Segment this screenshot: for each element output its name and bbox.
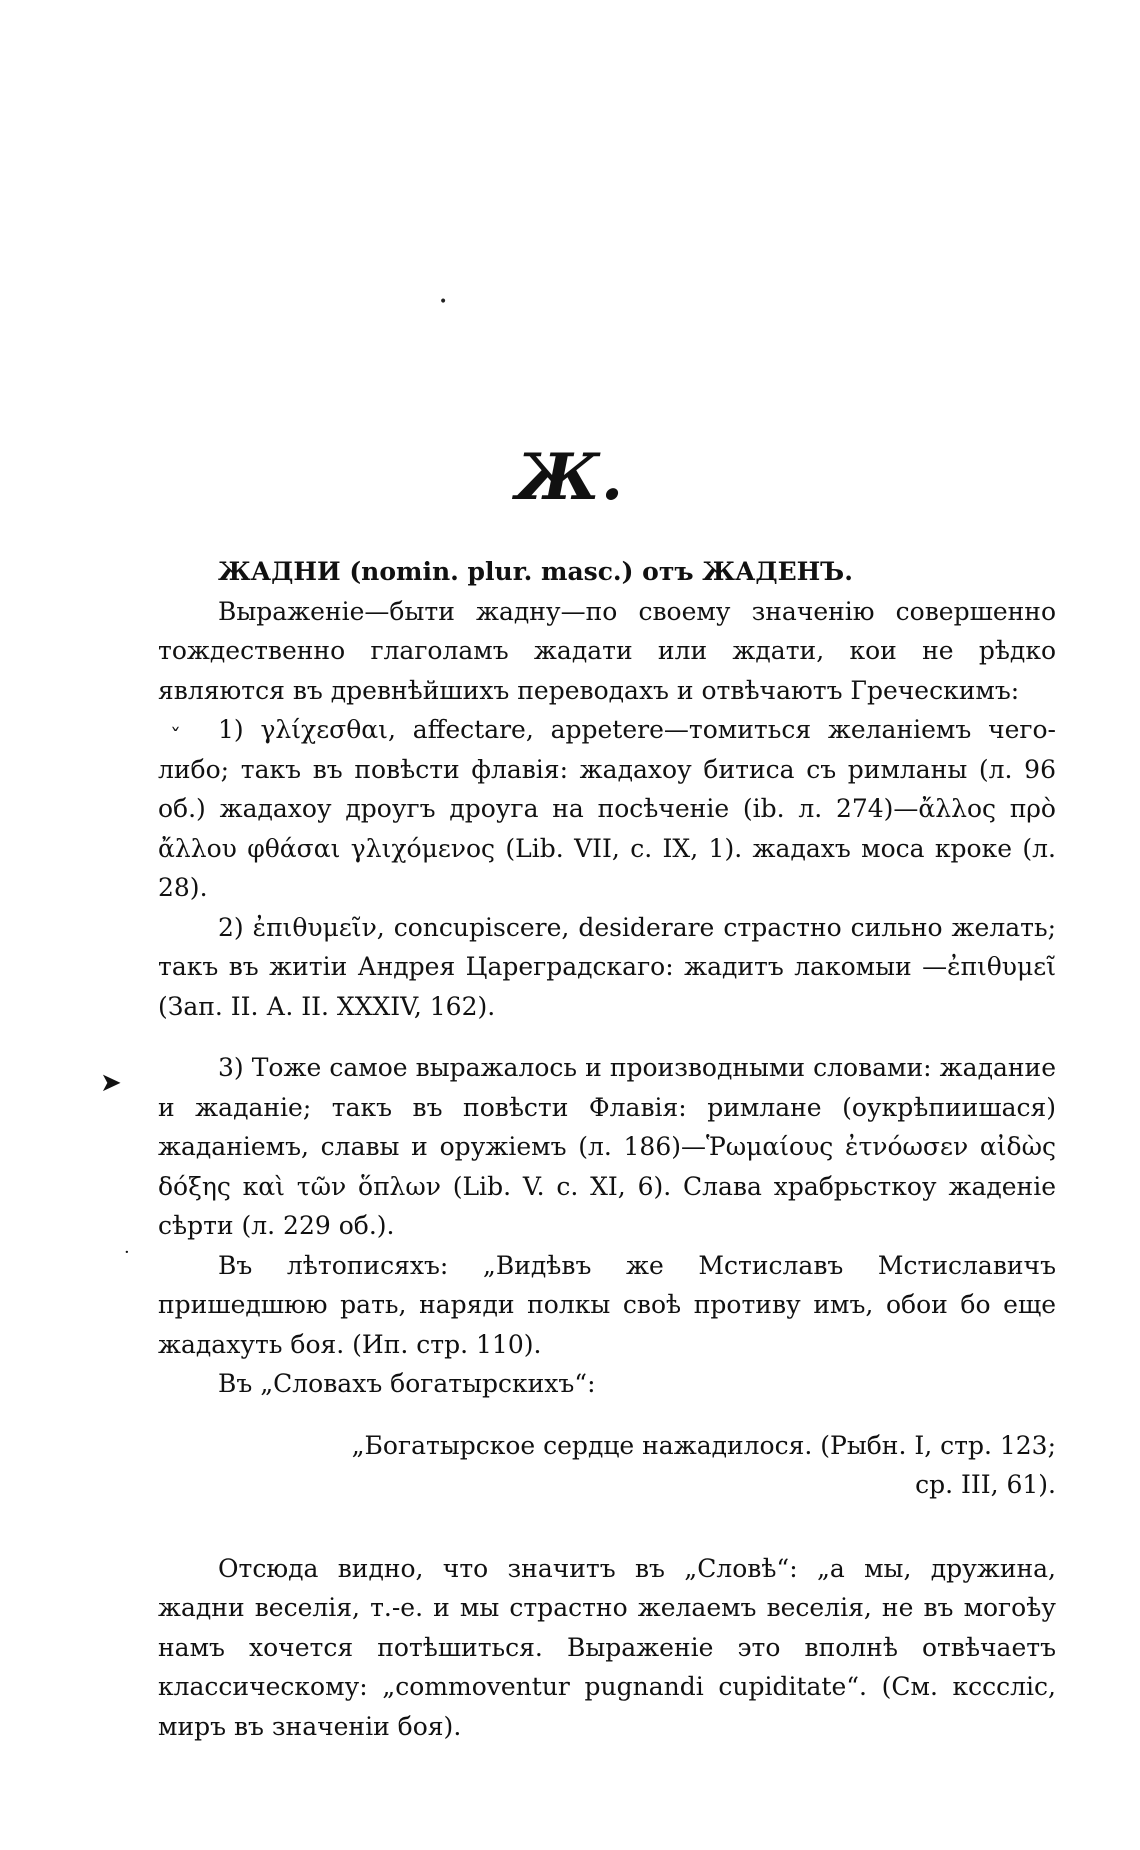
margin-dot-mark: · — [124, 1242, 130, 1263]
entry-body — [158, 552, 1056, 1746]
headword: ЖАДНИ (nomin. plur. masc.) отъ ЖАДЕНЪ. — [218, 557, 853, 586]
margin-arrow-mark: ➤ — [100, 1068, 122, 1098]
paragraph-sense-3: 3) Тоже самое выражалось и производными словами: жадание и жаданіе; такъ въ повѣсти Флавія: римлане (оукрѣпиишася) жаданіемъ, славы и оружіемъ (л. 186)—Ῥωμαίους ἐτνόωσεν αἰδὼς δόξης καὶ τῶν ὅπλων (Lib. V. c. XI, 6). Слава храбрьсткоу жаденіе сѣрти (л. 229 об.). — [158, 1053, 1056, 1240]
ink-speck: • — [439, 294, 448, 310]
section-letter: Ж. — [515, 440, 625, 515]
paragraph-sense-1: 1) γλίχεσθαι, affectare, appetere—томиться желаніемъ чего-либо; такъ въ повѣсти флавія: жадахоу битиса съ римланы (л. 96 об.) жадахоу дроугъ дроуга на посѣченіе (ib. л. 274)—ἄλλος πρὸ ἄλλου φθάσαι γλιχόμενος (Lib. VII, c. IX, 1). жадахъ моса кроке (л. 28). — [158, 715, 1056, 902]
paragraph-sense-2: 2) ἐπιθυμεῖν, concupiscere, desiderare страстно сильно желать; такъ въ житіи Андрея Цареградскаго: жадитъ лакомыи —ἐπιθυμεῖ (Зап. II. А. II. XXXIV, 162). — [158, 912, 1056, 1021]
paragraph-bylinas-intro: Въ „Словахъ богатырскихъ“: — [218, 1369, 596, 1398]
paragraph-chronicles: Въ лѣтописяхъ: „Видѣвъ же Мстиславъ Мстиславичъ пришедшюю рать, наряди полкы своѣ противу имъ, обои бо еще жадахуть боя. (Ип. стр. 110). — [158, 1250, 1056, 1359]
block-quote: „Богатырское сердце нажадилося. (Рыбн. I, стр. 123; ср. III, 61). — [351, 1430, 1056, 1499]
paragraph-intro: Выраженіе—быти жадну—по своему значенію совершенно тождественно глаголамъ жадати или ждати, кои не рѣдко являются въ древнѣйшихъ переводахъ и отвѣчаютъ Греческимъ: — [158, 596, 1056, 705]
paragraph-conclusion: Отсюда видно, что значитъ въ „Словѣ“: „а мы, дружина, жадни веселія, т.-е. и мы страстно желаемъ веселія, не въ могоѣу намъ хочется потѣшиться. Выраженіе это вполнѣ отвѣчаетъ классическому: „commoventur pugnandi cupiditate“. (См. ксссліс, миръ въ значеніи боя). — [158, 1553, 1056, 1741]
margin-mark: ˇ — [170, 726, 181, 751]
